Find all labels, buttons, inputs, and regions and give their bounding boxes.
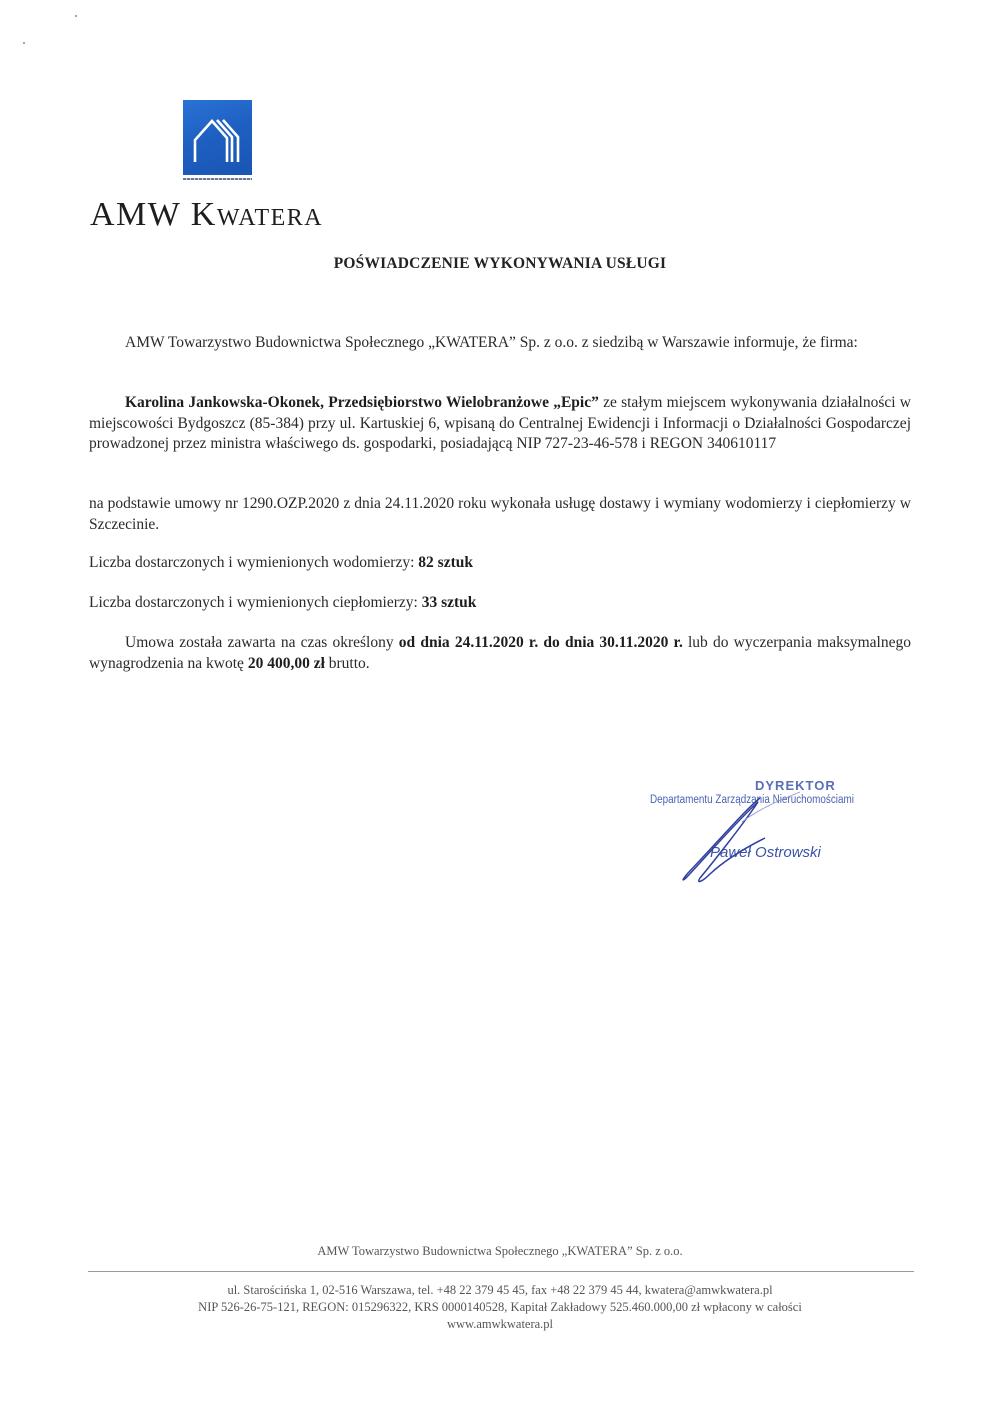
document-title: POŚWIADCZENIE WYKONYWANIA USŁUGI (333, 255, 667, 272)
term-suffix: brutto. (324, 654, 370, 672)
term-amount: 20 400,00 zł (247, 654, 325, 672)
contract-paragraph: na podstawie umowy nr 1290.OZP.2020 z dnia 24.11.2020 roku wykonała usługę dostawy i wymiany wodomierzy i ciepłomierzy w Szczecinie. (89, 495, 911, 533)
company-logo-icon (183, 100, 252, 175)
water-meters-label: Liczba dostarczonych i wymienionych wodomierzy: (89, 554, 419, 571)
term-period: od dnia 24.11.2020 r. do dnia 30.11.2020 r. (398, 634, 683, 651)
director-stamp (650, 778, 880, 888)
scan-speck (75, 15, 77, 17)
firm-details: ze stałym miejscem wykonywania działalności w miejscowości Bydgoszcz (85-384) przy ul. Kartuskiej 6, wpisaną do Centralnej Ewidencji i Informacji o Działalności Gospodarczej prowadzonej przez ministra właściwego ds. gospodarki, posiadającą NIP 727-23-46-578 i REGON 340610117 (89, 394, 911, 452)
term-paragraph (89, 633, 911, 674)
stamp-name: Paweł Ostrowski (710, 844, 821, 861)
footer-contact (0, 1282, 1000, 1333)
stamp-title: DYREKTOR (755, 778, 836, 793)
water-meters-line (89, 553, 911, 574)
footer-address: ul. Starościńska 1, 02-516 Warszawa, tel. +48 22 379 45 45, fax +48 22 379 45 44, kwatera@amwkwatera.pl (227, 1283, 773, 1297)
footer-registry: NIP 526-26-75-121, REGON: 015296322, KRS 0000140528, Kapitał Zakładowy 525.460.000,00 zł wpłacony w całości (198, 1300, 802, 1314)
water-meters-value: 82 sztuk (418, 554, 473, 571)
scan-speck (23, 42, 25, 44)
intro-paragraph: AMW Towarzystwo Budownictwa Społecznego „KWATERA” Sp. z o.o. z siedzibą w Warszawie informuje, że firma: (125, 334, 858, 351)
footer-divider (88, 1271, 914, 1272)
firm-name: Karolina Jankowska-Okonek, Przedsiębiorstwo Wielobranżowe „Epic” (125, 394, 599, 411)
term-prefix: Umowa została zawarta na czas określony (125, 634, 399, 651)
handwritten-signature-icon (650, 778, 880, 888)
term-middle: lub do wyczerpania maksymalnego wynagrodzenia na kwotę (89, 634, 911, 672)
stamp-department: Departamentu Zarządzania Nieruchomościami (650, 794, 854, 806)
footer-company: AMW Towarzystwo Budownictwa Społecznego „KWATERA” Sp. z o.o. (317, 1244, 683, 1258)
logo-underline (183, 178, 252, 180)
company-wordmark: AMW Kwatera (90, 196, 324, 233)
heat-meters-value: 33 sztuk (421, 594, 477, 611)
heat-meters-label: Liczba dostarczonych i wymienionych ciepłomierzy: (89, 594, 422, 611)
footer-website: www.amwkwatera.pl (446, 1317, 554, 1331)
heat-meters-line (89, 593, 911, 614)
firm-paragraph (89, 393, 911, 455)
